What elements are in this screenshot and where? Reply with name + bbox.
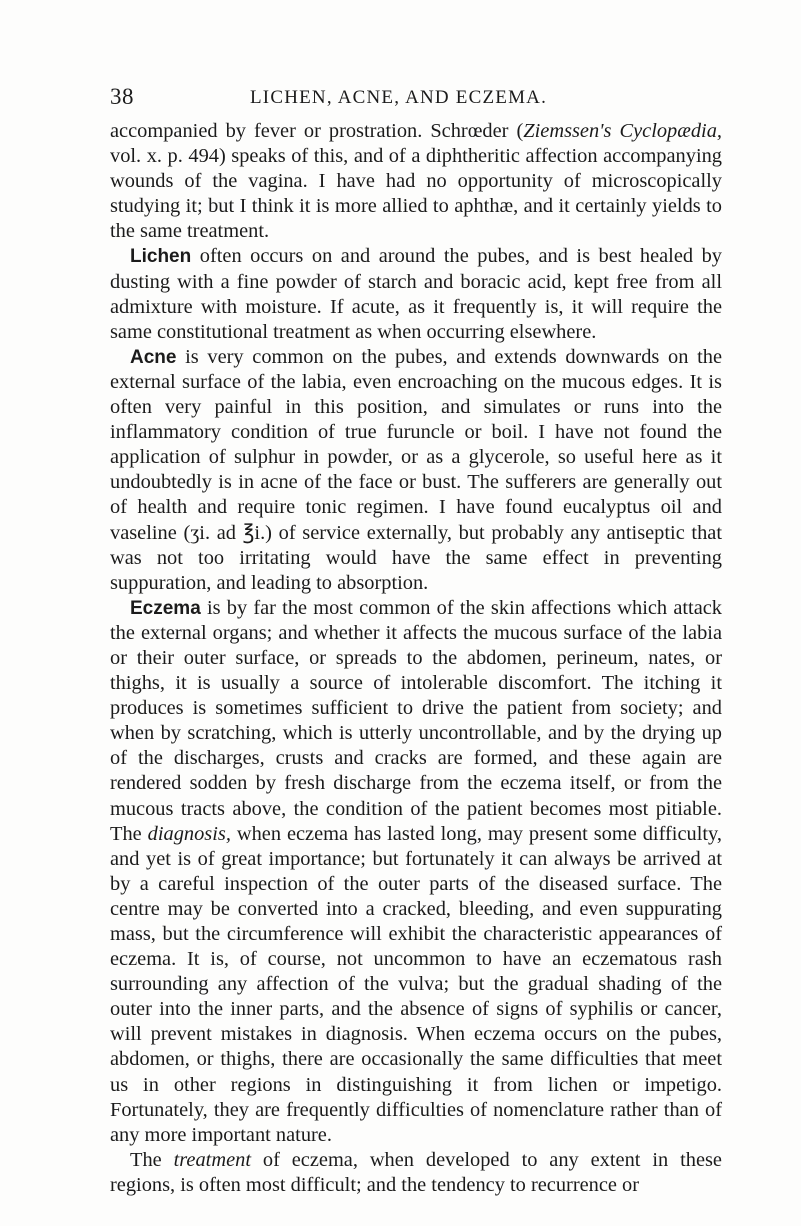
text-run: The <box>130 1148 174 1171</box>
running-title: LICHEN, ACNE, AND ECZEMA. <box>250 87 548 108</box>
text-run: is very common on the pubes, and extends downwards on the external surface of the labia, even encroaching on the mucous edges. It is often very painful in this position, and simulates or runs into the inflammatory condition of true furuncle or boil. I have not found the application of sulphur in powder, or as a glycerole, so useful here as it undoubtedly is in acne of the face or bust. The sufferers are generally out of health and require tonic regimen. I have found eucalyptus oil and vaseline (ʒi. ad ℥i.) of service externally, but probably any antiseptic that was not too irritating would have the same effect in preventing suppuration, and leading to absorption. <box>110 345 722 594</box>
text-run: of eczema, when developed to any extent in these regions, is often most difficult; and the tendency to recurrence or <box>110 1148 722 1196</box>
term-diagnosis: diagnosis, <box>147 822 231 845</box>
text-run: vol. x. p. 494) speaks of this, and of a diphtheritic affection accompanying wounds of the vagina. I have had no opportunity of microscopically studying it; but I think it is more allied to aphthæ, and it certainly yields to the same treatment. <box>110 145 722 243</box>
text-run: accompanied by fever or prostration. Schrœder ( <box>110 120 524 142</box>
paragraph-diphtheritic <box>110 119 722 244</box>
text-run: when eczema has lasted long, may present some difficulty, and yet is of great importance; but fortunately it can always be arrived at by a careful inspection of the outer parts of the diseased surface. The centre may be converted into a cracked, bleeding, and even suppurating mass, but the circumference will exhibit the characteristic appearances of eczema. It is, of course, not uncommon to have an eczematous rash surrounding any affection of the vulva; but the gradual shading of the outer into the inner parts, and the absence of signs of syphilis or cancer, will prevent mistakes in diagnosis. When eczema occurs on the pubes, abdomen, or thighs, there are occasionally the same difficulties that meet us in other regions in distinguishing it from lichen or impetigo. Fortunately, they are frequently difficulties of nomenclature rather than of any more important nature. <box>110 822 722 1146</box>
paragraph-eczema <box>110 596 722 1148</box>
paragraph-lichen <box>110 244 722 344</box>
section-heading-acne: Acne <box>130 346 177 368</box>
body-text <box>110 119 722 1198</box>
citation-title: Ziemssen's Cyclopædia, <box>523 120 723 142</box>
page-header <box>110 84 720 114</box>
paragraph-treatment <box>110 1148 722 1198</box>
paragraph-acne <box>110 345 722 596</box>
section-heading-eczema: Eczema <box>130 597 201 619</box>
text-run: often occurs on and around the pubes, and is best healed by dusting with a fine powder of starch and boracic acid, kept free from all admixture with moisture. If acute, as it frequently is, it will require the same constitutional treatment as when occurring elsewhere. <box>110 245 722 343</box>
text-run: is by far the most common of the skin affections which attack the external organs; and whether it affects the mucous surface of the labia or their outer surface, or spreads to the abdomen, perineum, nates, or thighs, it is usually a source of intolerable discomfort. The itching it produces is sometimes sufficient to drive the patient from society; and when by scratching, which is utterly uncontrollable, and by the drying up of the discharges, crusts and cracks are formed, and these again are rendered sodden by fresh discharge from the eczema itself, or from the mucous tracts above, the condition of the patient becomes most pitiable. The <box>110 596 722 845</box>
section-heading-lichen: Lichen <box>130 246 192 268</box>
term-treatment: treatment <box>173 1148 251 1171</box>
page-number: 38 <box>110 84 134 109</box>
